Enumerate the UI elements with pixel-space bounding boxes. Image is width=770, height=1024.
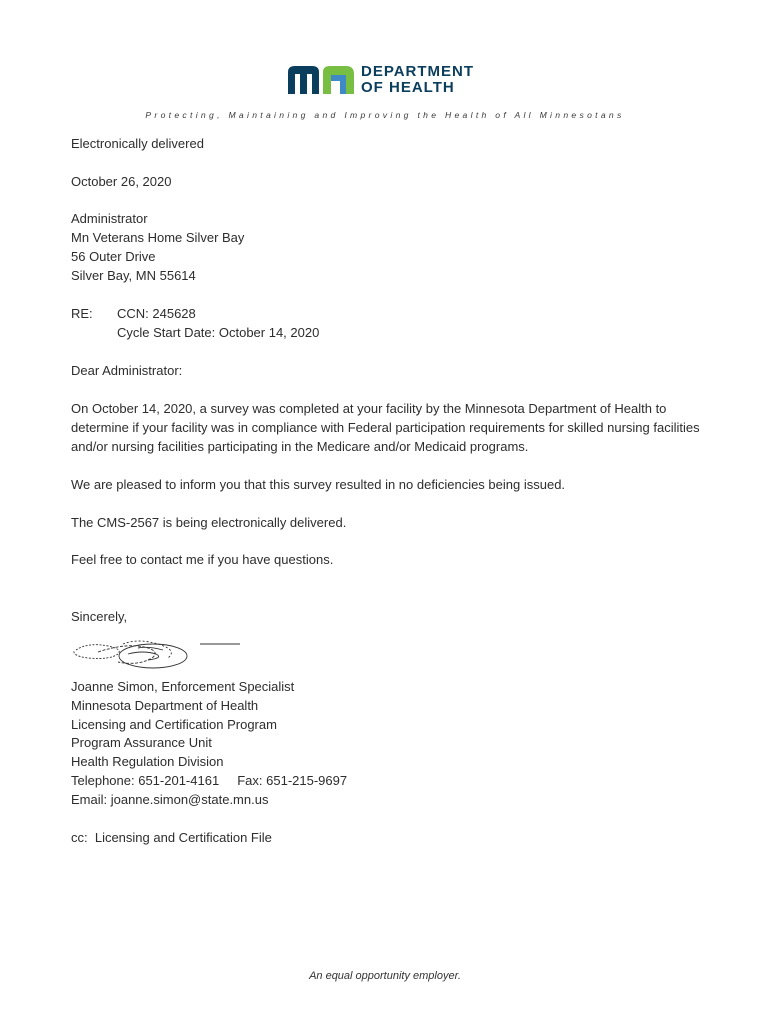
address-line: Mn Veterans Home Silver Bay — [71, 230, 245, 245]
delivery-note: Electronically delivered — [71, 136, 204, 151]
re-line-cycle-date: Cycle Start Date: October 14, 2020 — [117, 325, 320, 340]
logo-text-line1: DEPARTMENT — [361, 63, 475, 80]
address-line: 56 Outer Drive — [71, 249, 156, 264]
re-line-ccn: CCN: 245628 — [117, 306, 196, 321]
tagline: Protecting, Maintaining and Improving the Health of All Minnesotans — [145, 110, 625, 120]
body-paragraph: On October 14, 2020, a survey was completed at your facility by the Minnesota Department of Health to determine if your facility was in compliance with Federal participation requirements for skilled nursing facilities and/or nursing facilities participating in the Medicare and/or Medicaid programs. — [71, 401, 700, 454]
closing: Sincerely, — [71, 609, 128, 624]
signer-line: Program Assurance Unit — [71, 735, 212, 750]
signer-line: Licensing and Certification Program — [71, 717, 277, 732]
body-paragraph: Feel free to contact me if you have questions. — [71, 552, 334, 567]
signature-image — [68, 636, 248, 672]
cc-line: cc: Licensing and Certification File — [71, 830, 272, 845]
salutation: Dear Administrator: — [71, 363, 183, 378]
signer-phone-fax: Telephone: 651-201-4161 Fax: 651-215-9697 — [71, 773, 348, 788]
address-line: Silver Bay, MN 55614 — [71, 268, 196, 283]
body-paragraph: We are pleased to inform you that this survey resulted in no deficiencies being issued. — [71, 477, 566, 492]
re-label: RE: — [71, 306, 93, 321]
footer-text: An equal opportunity employer. — [309, 970, 461, 982]
signer-line: Minnesota Department of Health — [71, 698, 259, 713]
signer-line: Health Regulation Division — [71, 754, 224, 769]
address-line: Administrator — [71, 211, 148, 226]
signer-email: Email: joanne.simon@state.mn.us — [71, 792, 269, 807]
logo-wordmark — [361, 64, 474, 96]
mn-logo-icon — [288, 64, 356, 94]
signer-line: Joanne Simon, Enforcement Specialist — [71, 679, 295, 694]
mdh-logo — [288, 64, 488, 98]
body-paragraph: The CMS-2567 is being electronically delivered. — [71, 515, 347, 530]
letter-date: October 26, 2020 — [71, 174, 172, 189]
logo-text-line2: OF HEALTH — [361, 79, 455, 96]
